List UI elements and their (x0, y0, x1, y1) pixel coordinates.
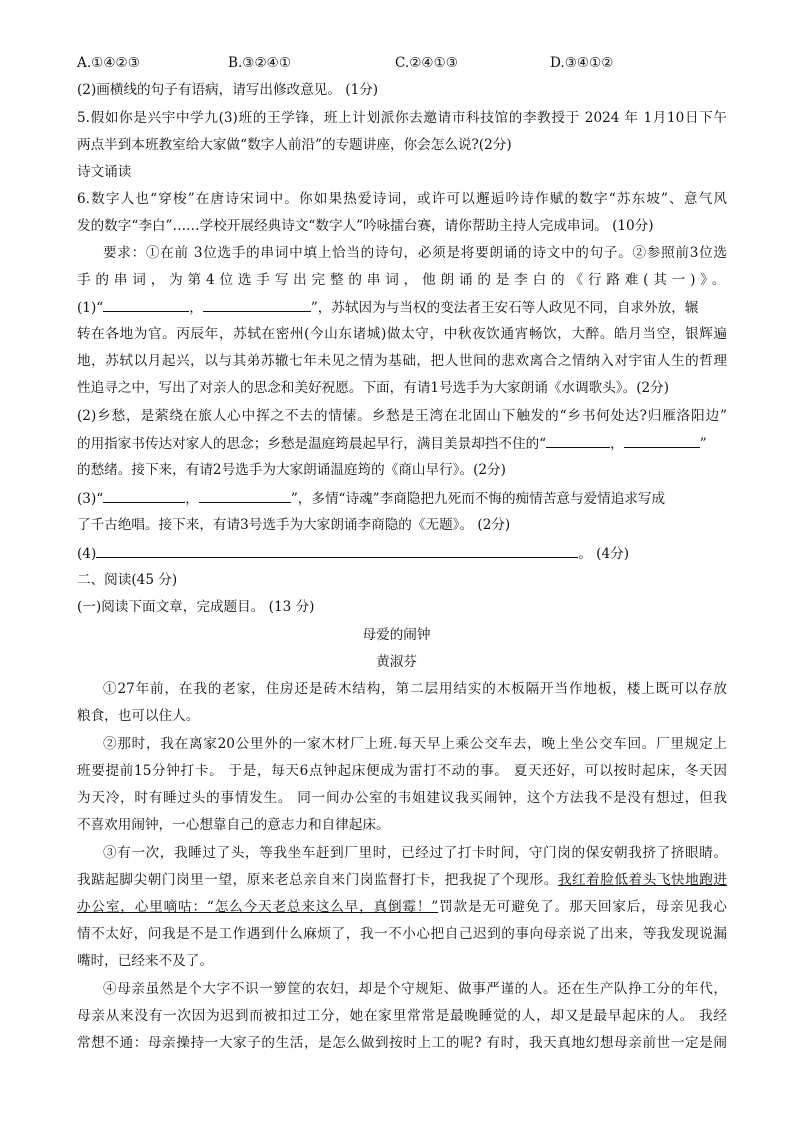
para-3-line3 (77, 897, 727, 917)
item-4-prefix: (4) (77, 546, 97, 562)
item-2-line3: 的愁绪。接下来，有请2号选手为大家朗诵温庭筠的《商山早行》。(2分) (77, 462, 506, 478)
item-1-line2: 转在各地为官。丙辰年，苏轼在密州(今山东诸城)做太守，中秋夜饮通宵畅饮，大醉。皓月当空，银辉遍 (77, 326, 727, 342)
item-4-suffix: 。 (4分) (578, 546, 630, 562)
question-6-line2: 发的数字“李白”……学校开展经典诗文“数字人”吟咏擂台赛，请你帮助主持人完成串词。 (10分) (77, 218, 654, 234)
item-1-line4: 性追寻之中，写出了对亲人的思念和美好祝愿。下面，有请1号选手为大家朗诵《水调歌头》。(2分) (77, 380, 670, 396)
para-3-text: 罚款是无可避免了。那天回家后，母亲见我心 (438, 899, 727, 915)
answer-blank[interactable] (203, 297, 311, 312)
question-4-2: (2)画横线的句子有语病，请写出修改意见。 (1分) (77, 82, 379, 98)
para-3-line5: 嘴时，已经来不及了。 (77, 953, 213, 969)
item-2-suffix: ” (699, 436, 707, 452)
item-3-prefix: (3)“ (77, 491, 104, 507)
question-6-line1: 6.数字人也“穿梭”在唐诗宋词中。你如果热爱诗词，或许可以邂逅吟诗作赋的数字“苏东坡”、意气风 (77, 191, 727, 207)
requirement-line1: 要求：①在前 3位选手的串词中填上恰当的诗句，必须是将要朗诵的诗文中的句子。②参照前3位选 (103, 245, 727, 261)
question-5-line2: 两点半到本班教室给大家做“数字人前沿”的专题讲座，你会怎么说?(2分) (77, 137, 512, 153)
item-1-comma: ， (189, 300, 203, 316)
item-1-line1 (77, 297, 727, 318)
option-d: D.③④①② (550, 55, 614, 71)
item-2-line1: (2)乡愁，是萦绕在旅人心中挥之不去的情愫。乡愁是王湾在北固山下触发的“乡书何处达?归雁洛阳边” (77, 408, 727, 424)
para-2-line2: 班要提前15分钟打卡。 于是，每天6点钟起床便成为雷打不动的事。 夏天还好，可以按时起床，冬天因 (77, 763, 727, 779)
para-2-line3: 为天冷，时有睡过头的事情发生。 同一间办公室的韦姐建议我买闹钟，这个方法我不是没有想过，但我 (77, 790, 727, 806)
para-4-line1: ④母亲虽然是个大字不识一箩筐的农妇，却是个守规矩、做事严谨的人。还在生产队挣工分的年代， (103, 981, 727, 997)
section-2-heading: 二、阅读(45 分) (77, 572, 178, 588)
para-3-line2 (77, 870, 727, 890)
reading-intro: (一)阅读下面文章，完成题目。 (13 分) (77, 599, 315, 615)
para-4-line3: 常想不通：母亲操持一大家子的生活，是怎么做到按时上工的呢? 有时，我天真地幻想母亲前世一定是闹 (77, 1035, 727, 1051)
answer-blank[interactable] (199, 488, 291, 503)
item-2-comma: ， (610, 436, 624, 452)
para-3-line1: ③有一次，我睡过了头，等我坐车赶到厂里时，已经过了打卡时间，守门岗的保安朝我挤了挤眼睛。 (103, 845, 727, 861)
answer-blank[interactable] (103, 488, 185, 503)
answer-blank[interactable] (96, 543, 578, 558)
item-3-suffix: ”，多情“诗魂”李商隐把九死而不悔的痴情苦意与爱情追求写成 (290, 491, 666, 507)
answer-blank[interactable] (103, 297, 189, 312)
item-2-line2 (77, 433, 727, 454)
item-2-prefix: 的用指家书传达对家人的思念；乡愁是温庭筠晨起早行，满目美景却挡不住的“ (77, 436, 547, 452)
para-1-line2: 粮食，也可以住人。 (77, 708, 200, 724)
answer-blank[interactable] (624, 433, 700, 448)
question-5-line1: 5.假如你是兴宇中学九(3)班的王学锋，班上计划派你去邀请市科技馆的李教授于 2024 年 1月10日下午 (77, 110, 727, 126)
para-2-line1: ②那时，我在离家20公里外的一家木材厂上班.每天早上乘公交车去，晚上坐公交车回。厂里规定上 (103, 736, 727, 752)
answer-options (77, 53, 727, 73)
para-1-line1: ①27年前，在我的老家，住房还是砖木结构，第二层用结实的木板隔开当作地板，楼上既可以存放 (103, 681, 727, 697)
item-1-line3: 地，苏轼以月起兴，以与其弟苏辙七年未见之情为基础，把人世间的悲欢离合之情纳入对宇宙人生的哲理 (77, 353, 727, 369)
underlined-sentence: 办公室，心里嘀咕：“怎么今天老总来这么早，真倒霉！” (77, 899, 439, 915)
requirement-line2: 手的串词，为第4位选手写出完整的串词，他朗诵的是李白的《行路难(其一)》。 (77, 272, 727, 288)
option-c: C.②④①③ (395, 55, 458, 71)
answer-blank[interactable] (546, 433, 610, 448)
item-3-comma: ， (185, 491, 199, 507)
para-2-line4: 不喜欢用闹钟，一心想靠自己的意志力和自律起床。 (77, 817, 390, 833)
underlined-sentence: 我红着脸低着头飞快地跑进 (557, 872, 728, 888)
article-author: 黄淑芬 (376, 654, 417, 670)
article-title: 母爱的闹钟 (362, 627, 431, 643)
option-b: B.③②④① (228, 55, 292, 71)
item-4-line (77, 543, 727, 564)
option-a: A.①④②③ (77, 55, 140, 71)
item-3-line2: 了千古绝唱。接下来，有请3号选手为大家朗诵李商隐的《无题》。 (2分) (77, 517, 511, 533)
section-poetry-heading: 诗文诵读 (77, 164, 132, 180)
para-3-text: 我踮起脚尖朝门岗里一望，原来老总亲自来门岗监督打卡，把我捉了个现形。 (77, 872, 558, 888)
item-1-suffix: ”，苏轼因为与当权的变法者王安石等人政见不同，自求外放，辗 (310, 300, 699, 316)
item-1-prefix: (1)“ (77, 300, 104, 316)
item-3-line1 (77, 488, 727, 509)
para-3-line4: 情不太好，问我是不是工作遇到什么麻烦了，我一不小心把自己迟到的事向母亲说了出来，等我发现说漏 (77, 926, 727, 942)
para-4-line2: 母亲从来没有一次因为迟到而被扣过工分，她在家里常常是最晚睡觉的人，却又是最早起床的人。 我经 (77, 1008, 727, 1024)
